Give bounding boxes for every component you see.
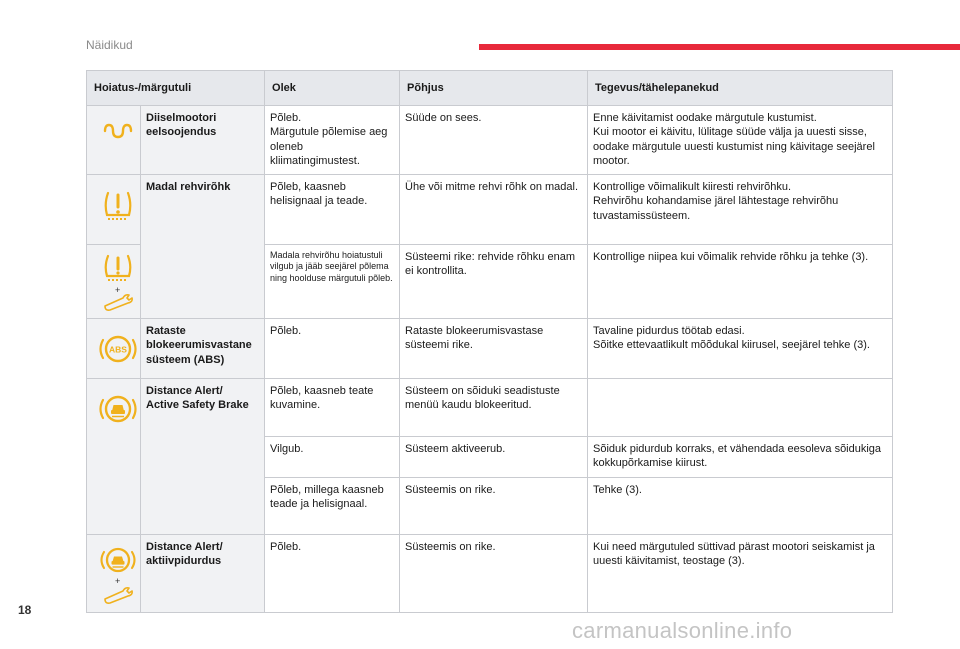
row-action: Kui need märgutuled süttivad pärast mootori seiskamist ja uuesti käivitamist, teostage (3).	[588, 534, 893, 612]
section-title: Näidikud	[86, 38, 133, 52]
row-label: Rataste blokeerumisvastane süsteem (ABS)	[141, 319, 265, 379]
table-header-row	[87, 71, 893, 106]
tyre-pressure-service-icon	[92, 250, 144, 312]
row-action: Kontrollige niipea kui võimalik rehvide rõhku ja tehke (3).	[588, 245, 893, 319]
row-label: Madal rehvirõhk	[141, 175, 265, 319]
header-cause: Põhjus	[400, 71, 588, 106]
header-state: Olek	[265, 71, 400, 106]
row-label: Distance Alert/ aktiivpidurdus	[141, 534, 265, 612]
row-state: Põleb, kaasneb teate kuvamine.	[265, 379, 400, 437]
header-action: Tegevus/tähelepanekud	[588, 71, 893, 106]
row-cause: Süsteemi rike: rehvide rõhku enam ei kontrollita.	[400, 245, 588, 319]
watermark: carmanualsonline.info	[572, 618, 793, 643]
glow-plug-icon	[92, 111, 144, 151]
abs-icon	[92, 327, 144, 371]
section-accent-bar	[479, 44, 960, 50]
icon-cell	[87, 106, 141, 175]
abs-icon-text: ABS	[109, 344, 127, 355]
row-state: Põleb, kaasneb helisignaal ja teade.	[265, 175, 400, 245]
row-cause: Süsteem on sõiduki seadistuste menüü kaudu blokeeritud.	[400, 379, 588, 437]
table-row	[87, 379, 893, 437]
row-action: Sõiduk pidurdub korraks, et vähendada eesoleva sõidukiga kokkupõrkamise kiirust.	[588, 437, 893, 478]
page-number: 18	[18, 603, 32, 617]
row-action: Tavaline pidurdus töötab edasi. Sõitke ettevaatlikult mõõdukal kiirusel, seejärel tehke (3).	[588, 319, 893, 379]
icon-cell	[87, 319, 141, 379]
row-state: Madala rehvirõhu hoiatustuli vilgub ja jääb seejärel põlema ning hoolduse märgutuli põleb.	[265, 245, 400, 319]
row-cause: Süüde on sees.	[400, 106, 588, 175]
table-row	[87, 106, 893, 175]
icon-cell	[87, 534, 141, 612]
table-row	[87, 175, 893, 245]
row-action	[588, 379, 893, 437]
header-warning-light: Hoiatus-/märgutuli	[87, 71, 265, 106]
icon-cell	[87, 175, 141, 245]
row-cause: Süsteemis on rike.	[400, 477, 588, 534]
table-row	[87, 534, 893, 612]
row-label: Distance Alert/ Active Safety Brake	[141, 379, 265, 535]
row-cause: Ühe või mitme rehvi rõhk on madal.	[400, 175, 588, 245]
svg-text:+: +	[115, 285, 121, 296]
distance-alert-icon	[92, 387, 144, 431]
row-cause: Rataste blokeerumisvastase süsteemi rike.	[400, 319, 588, 379]
row-state: Põleb. Märgutule põlemise aeg oleneb kliimatingimustest.	[265, 106, 400, 175]
row-action: Kontrollige võimalikult kiiresti rehvirõhku. Rehvirõhu kohandamise järel lähtestage rehvirõhu tuvastamissüsteem.	[588, 175, 893, 245]
warning-lights-table	[86, 70, 893, 613]
row-state: Vilgub.	[265, 437, 400, 478]
distance-alert-service-icon	[92, 540, 144, 606]
row-cause: Süsteemis on rike.	[400, 534, 588, 612]
row-cause: Süsteem aktiveerub.	[400, 437, 588, 478]
icon-cell	[87, 245, 141, 319]
tyre-pressure-icon	[92, 184, 144, 228]
row-state: Põleb, millega kaasneb teade ja helisignaal.	[265, 477, 400, 534]
row-label: Diiselmootori eelsoojendus	[141, 106, 265, 175]
row-action: Tehke (3).	[588, 477, 893, 534]
row-state: Põleb.	[265, 319, 400, 379]
row-state: Põleb.	[265, 534, 400, 612]
svg-text:+: +	[115, 575, 121, 586]
row-action: Enne käivitamist oodake märgutule kustumist. Kui mootor ei käivitu, lülitage süüde välja ja uuesti sisse, oodake märgutule uuesti kustumist ning käivitage seejärel mootor.	[588, 106, 893, 175]
table-row	[87, 319, 893, 379]
icon-cell	[87, 379, 141, 535]
